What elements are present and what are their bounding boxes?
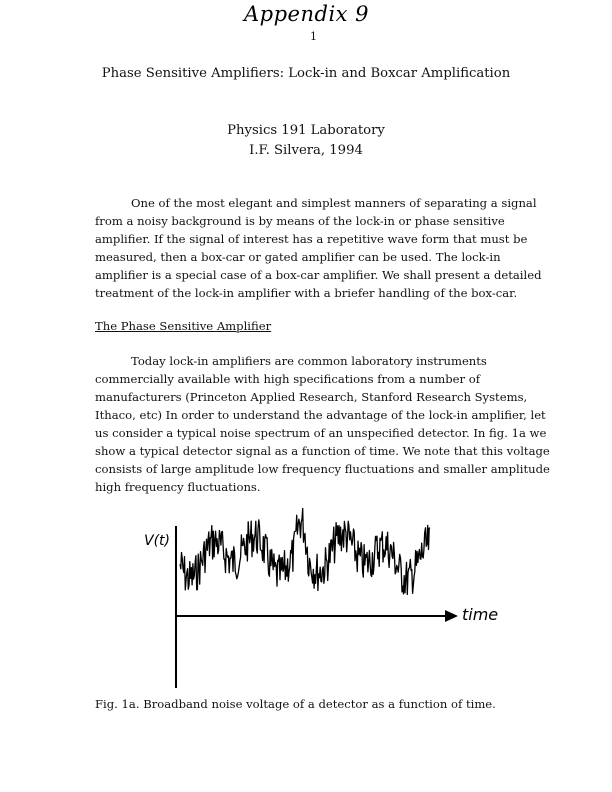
page-number: 1 xyxy=(310,30,317,43)
document-title: Phase Sensitive Amplifiers: Lock-in and Boxcar Amplification xyxy=(101,66,511,81)
paragraph-line: consists of large amplitude low frequency fluctuations and smaller amplitude xyxy=(95,462,550,476)
x-axis-arrow xyxy=(445,610,458,622)
paragraph-intro xyxy=(95,194,542,302)
paragraph-line: One of the most elegant and simplest manners of separating a signal xyxy=(131,196,537,210)
noise-trace xyxy=(180,509,430,595)
paragraph-line: commercially available with high specifications from a number of xyxy=(95,372,481,386)
course-line: Physics 191 Laboratory xyxy=(227,123,385,138)
paragraph-line: Ithaco, etc) In order to understand the advantage of the lock-in amplifier, let xyxy=(95,408,546,422)
paragraph-line: measured, then a box-car or gated amplifier can be used. The lock-in xyxy=(95,250,501,264)
paragraph-line: us consider a typical noise spectrum of an unspecified detector. In fig. 1a we xyxy=(95,426,547,440)
paragraph-line: high frequency fluctuations. xyxy=(95,480,261,494)
paragraph-line: show a typical detector signal as a function of time. We note that this voltage xyxy=(95,444,550,458)
author-line: I.F. Silvera, 1994 xyxy=(249,143,363,158)
paragraph-line: amplifier. If the signal of interest has a repetitive wave form that must be xyxy=(95,232,528,246)
noise-figure xyxy=(140,488,500,693)
section-heading: The Phase Sensitive Amplifier xyxy=(95,319,272,333)
paragraph-line: treatment of the lock-in amplifier with a briefer handling of the box-car. xyxy=(95,286,518,300)
paragraph-line: amplifier is a special case of a box-car amplifier. We shall present a detailed xyxy=(95,268,542,282)
handwritten-appendix-note: Appendix 9 xyxy=(244,2,370,26)
paragraph-line: from a noisy background is by means of the lock-in or phase sensitive xyxy=(95,214,505,228)
paragraph-lockin xyxy=(95,352,550,496)
figure-caption: Fig. 1a. Broadband noise voltage of a detector as a function of time. xyxy=(95,697,496,711)
paragraph-line: Today lock-in amplifiers are common laboratory instruments xyxy=(131,354,487,368)
paragraph-line: manufacturers (Princeton Applied Research, Stanford Research Systems, xyxy=(95,390,528,404)
y-axis-label: V(t) xyxy=(144,533,170,549)
x-axis-label: time xyxy=(462,605,499,624)
